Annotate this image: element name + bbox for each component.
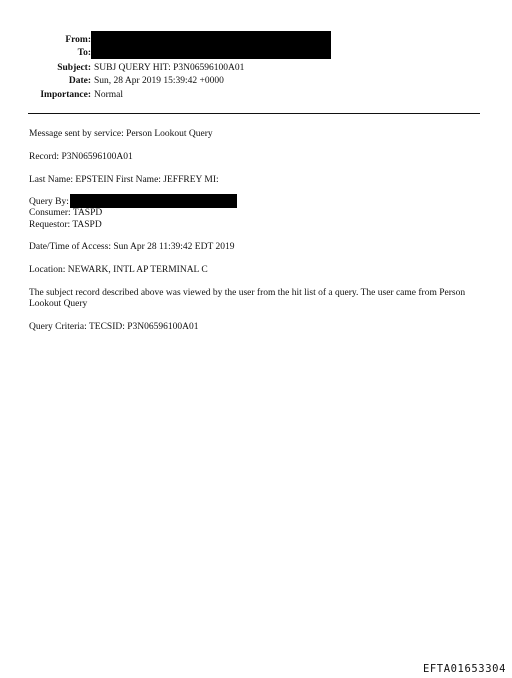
from-redaction xyxy=(91,31,331,46)
record-line: Record: P3N06596100A01 xyxy=(29,152,133,162)
name-line: Last Name: EPSTEIN First Name: JEFFREY MI: xyxy=(29,175,219,185)
description-paragraph: The subject record described above was viewed by the user from the hit list of a query. The user came from Person Lookout Query xyxy=(29,288,466,309)
consumer-line: Consumer: TASPD xyxy=(29,208,103,218)
criteria-line: Query Criteria: TECSID: P3N06596100A01 xyxy=(29,322,199,332)
header-divider xyxy=(28,113,480,114)
importance-row xyxy=(0,89,512,101)
subject-row xyxy=(0,62,512,74)
subject-label: Subject: xyxy=(57,63,91,73)
service-line: Message sent by service: Person Lookout Query xyxy=(29,129,213,139)
to-row xyxy=(0,47,512,59)
location-line: Location: NEWARK, INTL AP TERMINAL C xyxy=(29,265,208,275)
date-row xyxy=(0,75,512,87)
document-id: EFTA01653304 xyxy=(422,663,506,675)
to-redaction xyxy=(91,45,331,59)
requestor-line: Requestor: TASPD xyxy=(29,220,102,230)
importance-value: Normal xyxy=(94,90,124,100)
importance-label: Importance: xyxy=(40,90,91,100)
query-by-redaction xyxy=(70,194,237,208)
to-label: To: xyxy=(77,48,91,58)
date-value: Sun, 28 Apr 2019 15:39:42 +0000 xyxy=(94,76,224,86)
query-by-label: Query By: xyxy=(29,197,69,207)
query-by-line xyxy=(29,197,69,208)
access-line: Date/Time of Access: Sun Apr 28 11:39:42 EDT 2019 xyxy=(29,242,235,252)
date-label: Date: xyxy=(68,76,91,86)
subject-value: SUBJ QUERY HIT: P3N06596100A01 xyxy=(94,63,245,73)
from-label: From: xyxy=(65,35,91,45)
